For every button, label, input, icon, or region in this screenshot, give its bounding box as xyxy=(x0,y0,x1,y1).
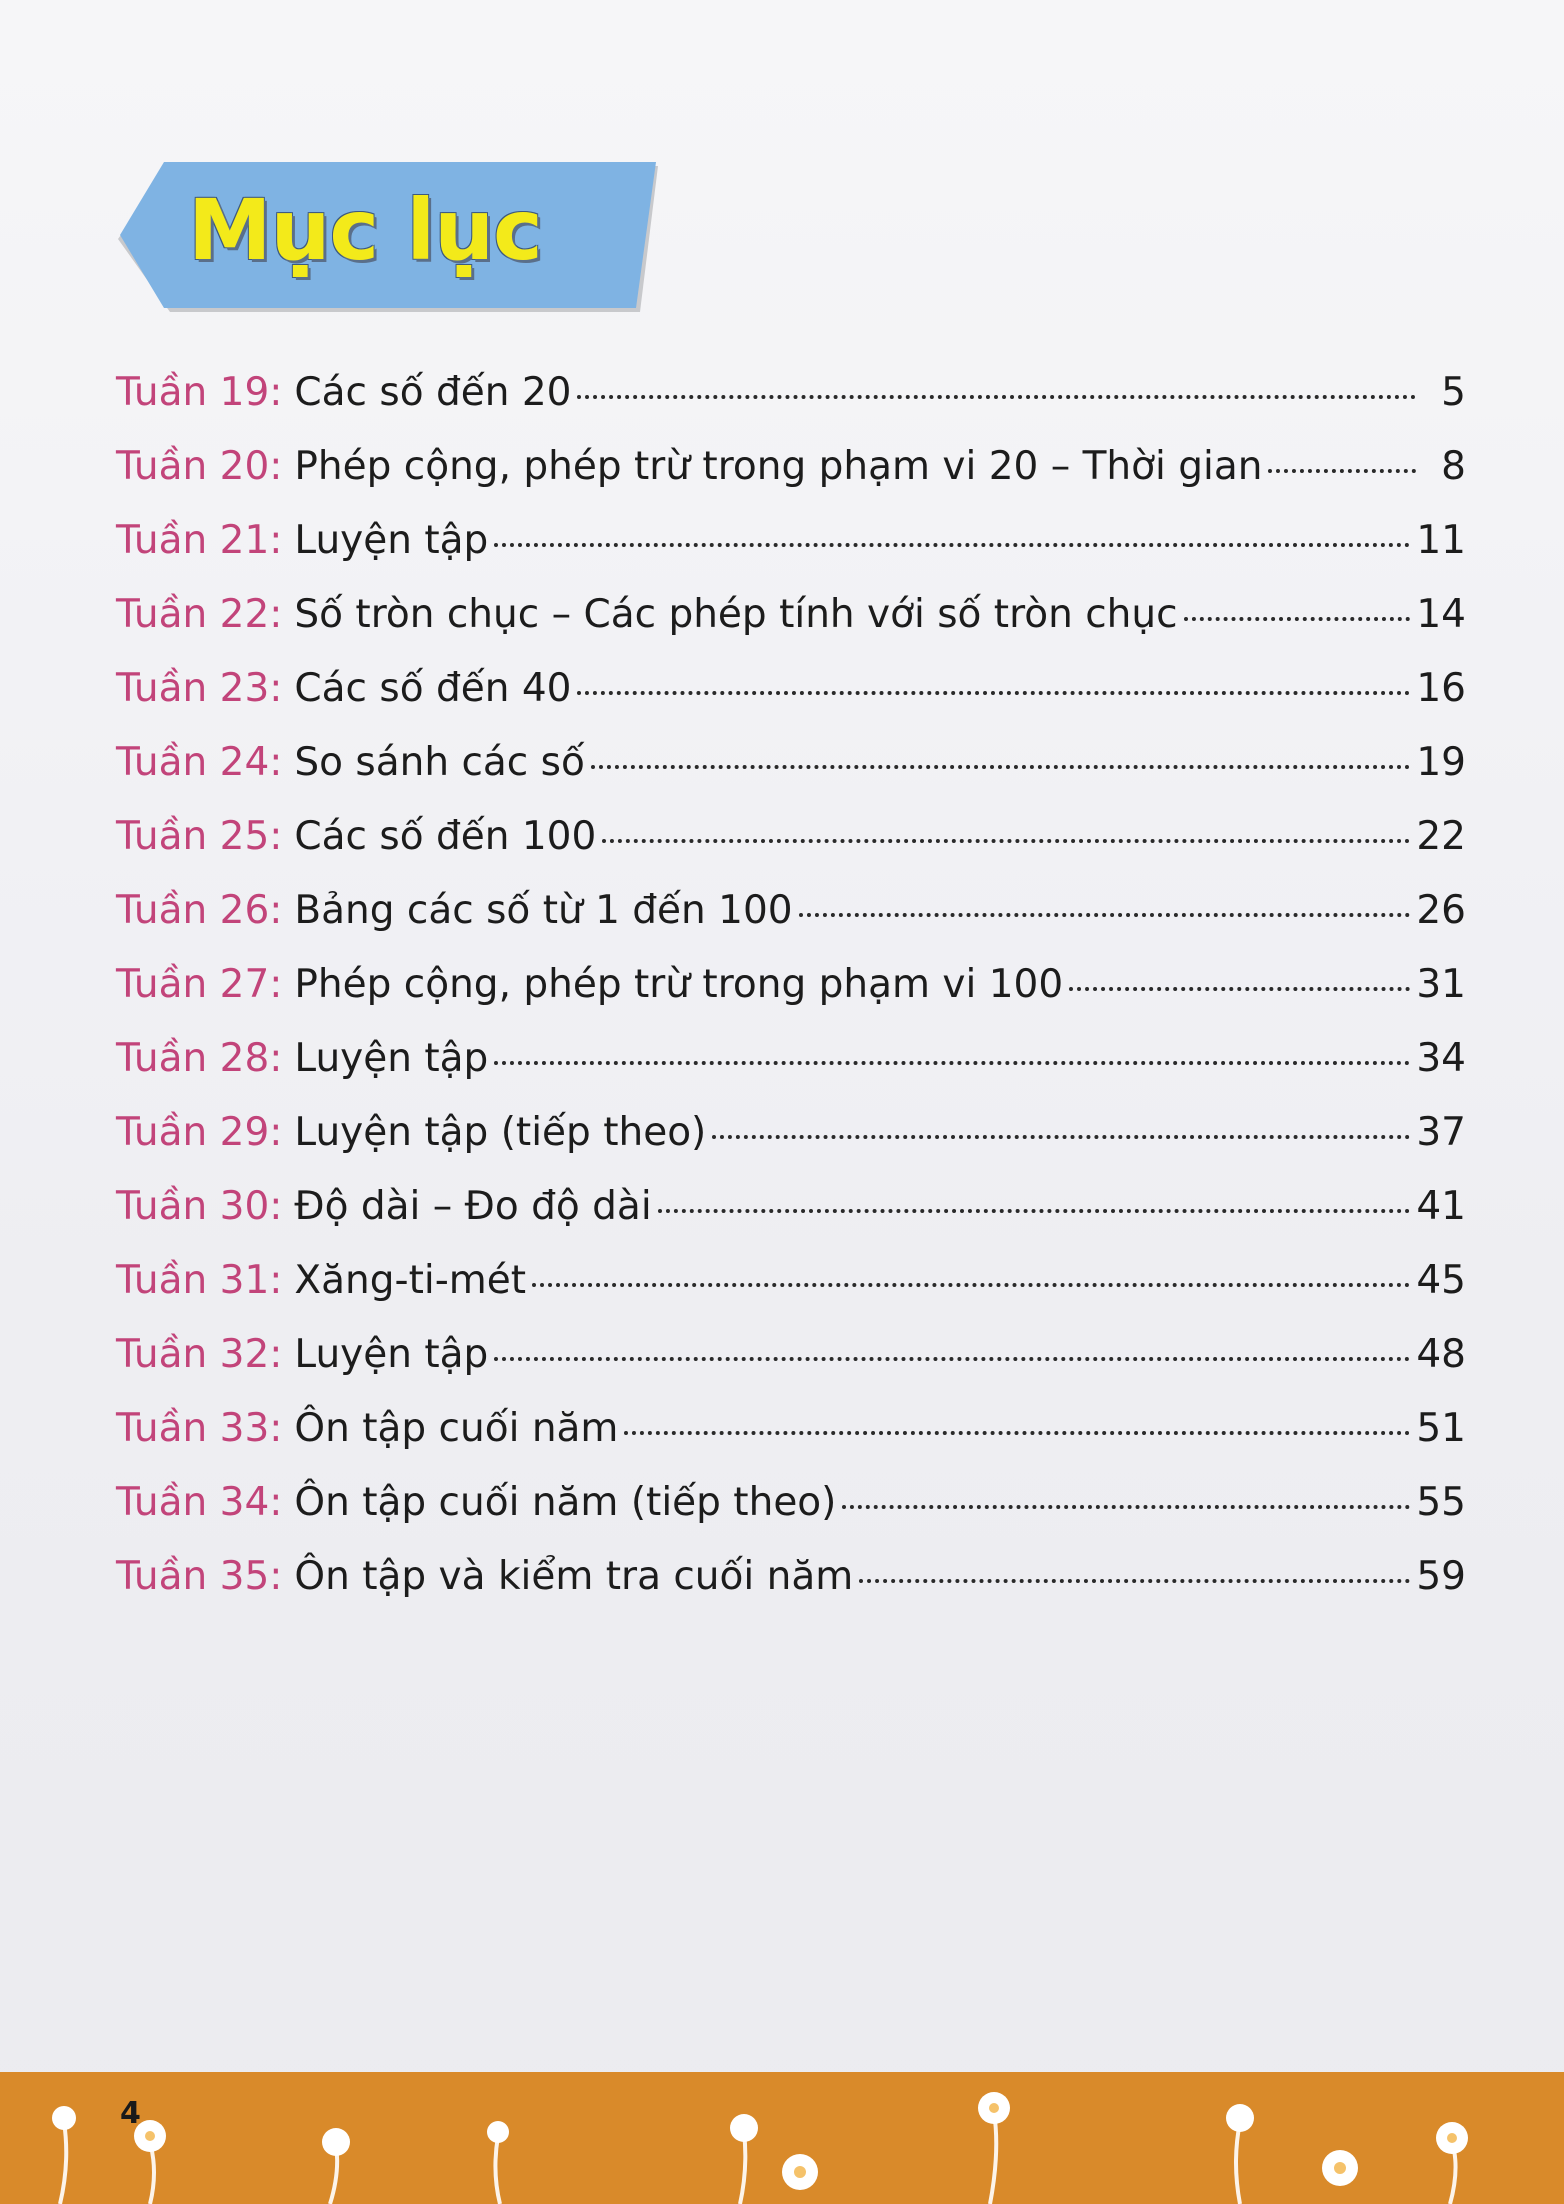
toc-page-number: 31 xyxy=(1416,962,1466,1007)
dot-leader xyxy=(494,1357,1410,1361)
toc-entry xyxy=(116,1554,1466,1628)
toc-page-number: 48 xyxy=(1416,1332,1466,1377)
toc-page-number: 34 xyxy=(1416,1036,1466,1081)
toc-entry xyxy=(116,1036,1466,1110)
toc-page-number: 51 xyxy=(1416,1406,1466,1451)
toc-entry xyxy=(116,370,1466,444)
toc-entry xyxy=(116,592,1466,666)
toc-entry-title: Bảng các số từ 1 đến 100 xyxy=(294,888,793,933)
dot-leader xyxy=(658,1209,1411,1213)
toc-entry xyxy=(116,1406,1466,1480)
toc-entry xyxy=(116,962,1466,1036)
toc-week-label: Tuần 34: xyxy=(116,1480,283,1525)
dot-leader xyxy=(624,1431,1410,1435)
toc-entry xyxy=(116,1184,1466,1258)
toc-entry xyxy=(116,444,1466,518)
dot-leader xyxy=(577,395,1416,399)
toc-week-label: Tuần 27: xyxy=(116,962,283,1007)
toc-page-number: 55 xyxy=(1416,1480,1466,1525)
dot-leader xyxy=(859,1579,1410,1583)
toc-week-label: Tuần 33: xyxy=(116,1406,283,1451)
toc-entry-title: Ôn tập cuối năm xyxy=(294,1406,619,1451)
toc-entry xyxy=(116,518,1466,592)
toc-entry xyxy=(116,1332,1466,1406)
dot-leader xyxy=(1268,469,1416,473)
toc-week-label: Tuần 29: xyxy=(116,1110,283,1155)
toc-week-label: Tuần 32: xyxy=(116,1332,283,1377)
page-title: Mục lục xyxy=(188,181,542,279)
toc-entry xyxy=(116,740,1466,814)
toc-entry-title: Ôn tập và kiểm tra cuối năm xyxy=(294,1554,854,1599)
dot-leader xyxy=(602,839,1410,843)
toc-week-label: Tuần 21: xyxy=(116,518,283,563)
dot-leader xyxy=(494,543,1410,547)
toc-entry-title: Độ dài – Đo độ dài xyxy=(294,1184,652,1229)
toc-page-number: 45 xyxy=(1416,1258,1466,1303)
toc-entry-title: So sánh các số xyxy=(294,740,585,785)
toc-page-number: 41 xyxy=(1416,1184,1466,1229)
dot-leader xyxy=(494,1061,1410,1065)
dot-leader xyxy=(1184,617,1411,621)
toc-week-label: Tuần 31: xyxy=(116,1258,283,1303)
toc-week-label: Tuần 26: xyxy=(116,888,283,933)
toc-page-number: 8 xyxy=(1441,444,1466,489)
toc-week-label: Tuần 28: xyxy=(116,1036,283,1081)
page-number: 4 xyxy=(120,2096,141,2131)
dot-leader xyxy=(1069,987,1410,991)
toc-entry-title: Luyện tập xyxy=(294,1036,489,1081)
toc-entry-title: Các số đến 40 xyxy=(294,666,572,711)
toc-week-label: Tuần 35: xyxy=(116,1554,283,1599)
toc-week-label: Tuần 24: xyxy=(116,740,283,785)
toc-entry-title: Luyện tập (tiếp theo) xyxy=(294,1110,707,1155)
dot-leader xyxy=(712,1135,1410,1139)
toc-page-number: 59 xyxy=(1416,1554,1466,1599)
toc-week-label: Tuần 20: xyxy=(116,444,283,489)
toc-page-number: 37 xyxy=(1416,1110,1466,1155)
footer-band xyxy=(0,2072,1564,2204)
toc-entry xyxy=(116,888,1466,962)
dot-leader xyxy=(577,691,1410,695)
toc-entry-title: Các số đến 20 xyxy=(294,370,572,415)
toc-page-number: 26 xyxy=(1416,888,1466,933)
toc-page-number: 5 xyxy=(1441,370,1466,415)
toc-page-number: 14 xyxy=(1416,592,1466,637)
toc-entry-title: Xăng-ti-mét xyxy=(294,1258,527,1303)
dot-leader xyxy=(799,913,1411,917)
toc-entry xyxy=(116,666,1466,740)
toc-entry xyxy=(116,814,1466,888)
table-of-contents xyxy=(116,370,1466,1628)
dot-leader xyxy=(532,1283,1410,1287)
toc-entry-title: Các số đến 100 xyxy=(294,814,597,859)
toc-week-label: Tuần 25: xyxy=(116,814,283,859)
toc-entry xyxy=(116,1110,1466,1184)
toc-entry-title: Số tròn chục – Các phép tính với số tròn chục xyxy=(294,592,1178,637)
toc-week-label: Tuần 23: xyxy=(116,666,283,711)
toc-week-label: Tuần 19: xyxy=(116,370,283,415)
toc-entry xyxy=(116,1258,1466,1332)
title-banner xyxy=(118,162,658,312)
toc-page-number: 16 xyxy=(1416,666,1466,711)
toc-page-number: 22 xyxy=(1416,814,1466,859)
dot-leader xyxy=(842,1505,1410,1509)
toc-entry-title: Ôn tập cuối năm (tiếp theo) xyxy=(294,1480,837,1525)
toc-entry xyxy=(116,1480,1466,1554)
toc-entry-title: Phép cộng, phép trừ trong phạm vi 20 – Thời gian xyxy=(294,444,1263,489)
toc-entry-title: Luyện tập xyxy=(294,518,489,563)
toc-entry-title: Luyện tập xyxy=(294,1332,489,1377)
dot-leader xyxy=(591,765,1411,769)
toc-week-label: Tuần 22: xyxy=(116,592,283,637)
toc-week-label: Tuần 30: xyxy=(116,1184,283,1229)
toc-page-number: 19 xyxy=(1416,740,1466,785)
toc-entry-title: Phép cộng, phép trừ trong phạm vi 100 xyxy=(294,962,1064,1007)
flower-decoration xyxy=(0,2072,1564,2204)
toc-page-number: 11 xyxy=(1416,518,1466,563)
